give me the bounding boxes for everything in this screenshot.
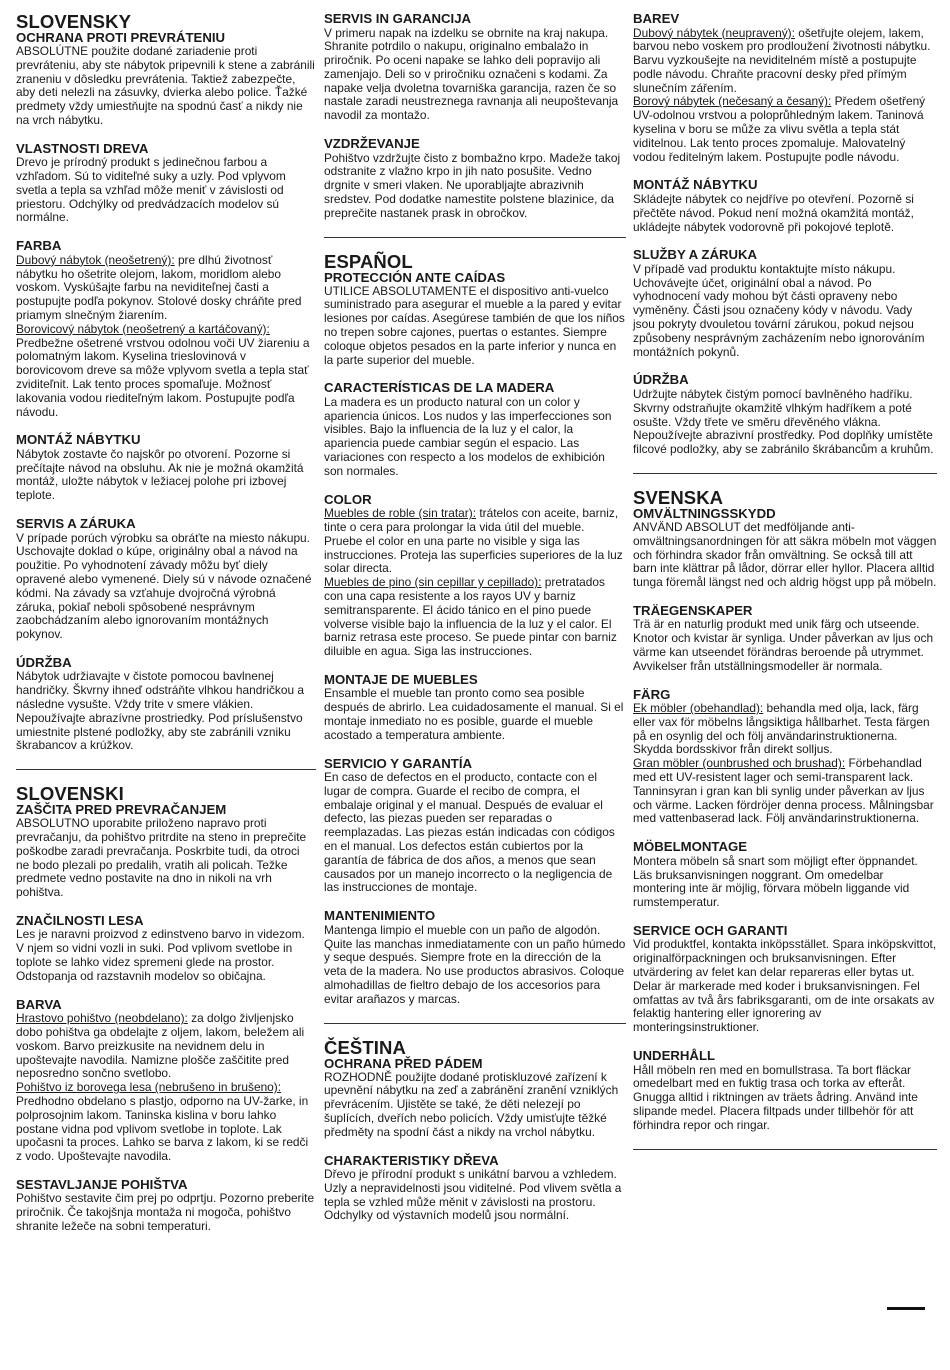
section xyxy=(324,12,626,123)
section-body: Vid produktfel, kontakta inköpsstället. Spara inköpskvittot, originalförpackningen och bruksanvisningen. Efter utvärdering av felet kan delar repareras eller bytas ut. Delar är markerade med koder i bruksanvisningen. Fel omfattas av två års fabriksgaranti, om de inte orsakats av felaktig hantering eller ignorering av monteringsinstruktioner. xyxy=(633,937,937,1035)
material-instructions: za dolgo življenjsko dobo pohištva ga obdelajte z oljem, lakom, beležem ali voskom. Barvo preizkusite na nevidnem delu in upoštevajte navodila. Namizne plošče zaščitite pred neposredno sončno svetlobo. xyxy=(16,1011,305,1081)
column-1 xyxy=(16,12,316,1234)
section-body: ROZHODNĚ použijte dodané protiskluzové zařízení k upevnění nábytku na zeď a zabránění zranění vzniklých převrácením. Ujistěte se také, že děti nelezejí po šuplících, dveřích nebo policích. Vždy umisťujte těžké předměty na spodní část a nikdy na vrchol nábytku. xyxy=(324,1069,619,1139)
section xyxy=(16,656,316,753)
section-heading: MONTÁŽ NÁBYTKU xyxy=(16,432,141,448)
section-divider xyxy=(633,1149,937,1150)
section xyxy=(633,248,937,359)
material-instructions: pre dlhú životnosť nábytku ho ošetrite olejom, lakom, moridlom alebo voskom. Vyskúšajte farbu na neviditeľnej časti a postupujte podľa pokynov. Stolové dosky chráňte pred priamym slnečným žiarením. xyxy=(16,252,302,322)
material-instructions: Predbežne ošetrené vrstvou odolnou voči UV žiareniu a polomatným lakom. Kyselina trieslovinová v borovicovom dreve sa môže vplyvom svetla a tepla stať zviditeľnit. Lak tento proces spomaľuje. Možnosť lakovania vodou riediteľným lakom. Postupujte podľa návodu. xyxy=(16,335,310,419)
section-heading: CHARAKTERISTIKY DŘEVA xyxy=(324,1152,499,1168)
section xyxy=(16,142,316,225)
section-body: Ensamble el mueble tan pronto como sea posible después de abrirlo. Lea cuidadosamente el manual. Si el montaje inmediato no es posible, guarde el mueble acostado a temperatura ambiente. xyxy=(324,686,624,742)
section-heading: ÚDRŽBA xyxy=(16,654,72,670)
language-title: ESPAÑOL xyxy=(324,250,413,272)
section-body: En caso de defectos en el producto, contacte con el lugar de compra. Guarde el recibo de compra, el embalaje original y el manual. Después de evaluar el defecto, las piezas pueden ser reparadas o reemplazadas. Las piezas están indicadas con códigos en el manual. Los defectos están cubiertos por la garantía de fábrica de dos años, a menos que sean causados por un manejo incorrecto o la negligencia de las instrucciones de montaje. xyxy=(324,770,615,895)
end-mark xyxy=(887,1307,925,1310)
section-body: Pohištvo sestavite čim prej po odprtju. Pozorno preberite priročnik. Če takojšnja montaža ni mogoča, pohištvo shranite ležeče na sobni temperaturi. xyxy=(16,1191,315,1233)
section-body: Dřevo je přírodní produkt s unikátní barvou a vzhledem. Uzly a nepravidelnosti jsou viditelné. Pod vlivem světla a tepla se vzhled může měnit v závislosti na prostoru. Odchylky od výstavních modelů jsou normální. xyxy=(324,1167,622,1223)
section xyxy=(324,137,626,220)
section-body: ANVÄND ABSOLUT det medföljande anti-omvältningsanordningen för att säkra möbeln mot väggen och förhindra skador från omvältning. Se också till att barn inte klättrar på lådor, dörrar eller hyllor. Placera alltid tunga föremål längst ned och aldrig högst upp på möbeln. xyxy=(633,519,937,590)
column-2 xyxy=(324,12,626,1223)
column-3 xyxy=(633,12,937,1164)
section-heading: OCHRANA PROTI PREVRÁTENIU xyxy=(16,30,226,45)
material-label: Hrastovo pohištvo (neobdelano): xyxy=(16,1011,188,1026)
section-divider xyxy=(324,237,626,238)
section-body: V primeru napak na izdelku se obrnite na kraj nakupa. Shranite potrdilo o nakupu, originalno embalažo in priročnik. Po oceni napake se lahko deli popravijo ali zamenjajo. Deli so v priročniku označeni s kodami. Za napake velja dvoletna tovarniška garancija, razen če so nastale zaradi neustreznega ravnanja ali neupoštevanja navodil za montažo. xyxy=(324,25,619,123)
section xyxy=(16,12,316,128)
section-heading: SERVICIO Y GARANTÍA xyxy=(324,755,473,771)
material-instructions: ošetřujte olejem, lakem, barvou nebo voskem pro prodloužení životnosti nábytku. Barvu vyzkoušejte na neviditelném místě a postupujte podle návodu. Chraňte pracovní desky před přímým slunečním zářením. xyxy=(633,25,931,95)
language-title: SLOVENSKY xyxy=(16,11,132,32)
section-divider xyxy=(324,1023,626,1024)
section-body: V prípade porúch výrobku sa obráťte na miesto nákupu. Uschovajte doklad o kúpe, originálny obal a návod na použitie. Po vyhodnotení závady môžu byť diely opravené alebo vymenené. Diely sú v návode označené kódmi. Na závady sa vzťahuje dvojročná výrobná záruka, pokiaľ neboli spôsobené nesprávnym zaobchádzaním alebo ignorovaním montážnych pokynov. xyxy=(16,530,312,642)
material-instructions: Förbehandlad med ett UV-resistent lager och semi-transparent lack. Tanninsyran i gran kan bli synlig under påverkan av ljus och värme. Lacken fördröjer denna process. Målningsbar med vattenbaserad lack. Följ användarinstruktionerna. xyxy=(633,756,934,826)
section xyxy=(324,673,626,743)
section xyxy=(633,1049,937,1132)
material-label: Ek möbler (obehandlad): xyxy=(633,701,764,716)
section-heading: OMVÄLTNINGSSKYDD xyxy=(633,505,776,521)
section xyxy=(16,433,316,503)
section xyxy=(324,252,626,368)
section-heading: SERVIS A ZÁRUKA xyxy=(16,516,136,532)
section-body: Mantenga limpio el mueble con un paño de algodón. Quite las manchas inmediatamente con un paño húmedo y seque después. Siempre frote en la dirección de la veta de la madera. No use productos abrasivos. Coloque almohadillas de fieltro debajo de los accesorios para evitar arañazos y marcas. xyxy=(324,922,626,1006)
section xyxy=(324,1038,626,1140)
section-body xyxy=(16,1012,316,1164)
section-body: Pohištvo vzdržujte čisto z bombažno krpo. Madeže takoj odstranite z vlažno krpo in jih nato posušite. Vedno drgnite v smeri vlaken. Ne uporabljajte abrazivnih sredstev. Pod dodatke namestite polstene blazinice, da preprečite nastanek prask in obročkov. xyxy=(324,150,621,220)
section-heading: TRÄEGENSKAPER xyxy=(633,602,753,618)
section-body: La madera es un producto natural con un color y apariencia únicos. Los nudos y las imperfecciones son visibles. Bajo la influencia de la luz y el calor, la apariencia puede cambiar según el espacio. Las variaciones con respecto a los modelos de exhibición son normales. xyxy=(324,394,612,478)
section xyxy=(16,239,316,419)
section xyxy=(633,12,937,164)
section xyxy=(324,909,626,1006)
section xyxy=(324,757,626,896)
section xyxy=(633,924,937,1035)
section-heading: FÄRG xyxy=(633,686,671,702)
section-body: V případě vad produktu kontaktujte místo nákupu. Uchovávejte účet, originální obal a návod. Po vyhodnocení vady mohou být části opraveny nebo vyměněny. Části jsou označeny kódy v návodu. Vady jsou pokryty dvouletou tovární zárukou, pokud nejsou způsobeny nesprávným zacházením nebo ignorováním montážních pokynů. xyxy=(633,261,925,359)
section xyxy=(633,373,937,456)
section xyxy=(324,493,626,659)
material-label: Muebles de roble (sin tratar): xyxy=(324,506,477,521)
section-heading: BARVA xyxy=(16,996,62,1012)
section-heading: ZAŠČITA PRED PREVRAČANJEM xyxy=(16,802,227,818)
section-heading: PROTECCIÓN ANTE CAÍDAS xyxy=(324,269,506,285)
section-heading: CARACTERÍSTICAS DE LA MADERA xyxy=(324,380,555,396)
material-label: Dubový nábytok (neošetrený): xyxy=(16,252,175,267)
section-heading: FARBA xyxy=(16,238,62,254)
material-instructions: Předem ošetřený UV-odolnou vrstvou a poloprůhledným lakem. Taninová kyselina v boru se může za vlivu světla a tepla stát viditelnou. Lak tento proces zpomaluje. Malovatelný vodou ředitelným lakem. Postupujte podle návodu. xyxy=(633,94,926,164)
section xyxy=(633,178,937,234)
section-body xyxy=(324,507,626,659)
material-label: Muebles de pino (sin cepillar y cepillado): xyxy=(324,575,542,590)
section-heading: VLASTNOSTI DREVA xyxy=(16,140,149,156)
section xyxy=(16,914,316,984)
section xyxy=(16,517,316,642)
section-heading: MONTAJE DE MUEBLES xyxy=(324,671,478,687)
material-instructions: behandla med olja, lack, färg eller vax för möbelns långsiktiga hållbarhet. Testa färgen på en osynlig del och följ användarinstruktionerna. Skydda bordsskivor från direkt solljus. xyxy=(633,701,930,757)
section xyxy=(324,381,626,478)
section-body: Håll möbeln ren med en bomullstrasa. Ta bort fläckar omedelbart med en fuktig trasa och torka av efteråt. Gnugga alltid i riktningen av träets ådring. Använd inte slipande medel. Placera filtpads under tillbehör för att förhindra repor och ringar. xyxy=(633,1062,918,1132)
material-label: Pohištvo iz borovega lesa (nebrušeno in brušeno): xyxy=(16,1080,282,1095)
section-body: Trä är en naturlig produkt med unik färg och utseende. Knotor och kvistar är synliga. Under påverkan av ljus och värme kan utseendet förändras beroende på utrymmet. Avvikelser från utställningsmodeller är normala. xyxy=(633,617,934,673)
section-body: Drevo je prírodný produkt s jedinečnou farbou a vzhľadom. Sú to viditeľné suky a uzly. Pod vplyvom svetla a tepla sa vzhľad môže meniť v závislosti od priestoru. Odchýlky od predvádzacích modelov sú normálne. xyxy=(16,155,286,225)
section xyxy=(16,784,316,900)
section-body: Les je naravni proizvod z edinstveno barvo in videzom. V njem so vidni vozli in suki. Pod vplivom svetlobe in toplote se lahko videz spremeni glede na prostor. Odstopanja od razstavnih modelov so običajna. xyxy=(16,927,305,983)
section-body: Montera möbeln så snart som möjligt efter öppnandet. Läs bruksanvisningen noggrant. Om omedelbar montering inte är möjlig, förvara möbeln liggande vid rumstemperatur. xyxy=(633,853,918,910)
section-heading: UNDERHÅLL xyxy=(633,1048,716,1064)
material-label: Dubový nábytek (neupravený): xyxy=(633,25,795,40)
material-instructions: Predhodno obdelano s plastjo, odporno na UV-žarke, in polprosojnim lakom. Taninska kislina v boru lahko postane vidna pod vplivom svetlobe in toplote. Lak upočasni ta proces. Lahko se barva z lakom, ki se redči z vodo. Upoštevajte navodila. xyxy=(16,1093,309,1164)
section xyxy=(633,840,937,910)
section-heading: MONTÁŽ NÁBYTKU xyxy=(633,177,758,193)
section-body: Skládejte nábytek co nejdříve po otevření. Pozorně si přečtěte návod. Pokud není možná okamžitá montáž, ukládejte nábytek vodorovně při pokojové teplotě. xyxy=(633,191,914,234)
material-instructions: pretratados con una capa resistente a los rayos UV y barniz semitransparente. El ácido tánico en el pino puede volverse visible bajo la influencia de la luz y el calor. El barniz retrasa este proceso. Se puede pintar con barniz diluible en agua. Siga las instrucciones. xyxy=(324,575,617,659)
section xyxy=(633,604,937,674)
section-body: ABSOLÚTNE použite dodané zariadenie proti prevráteniu, aby ste nábytok pripevnili k stene a zabránili zraneniu v dôsledku prevrátenia. Taktiež zabezpečte, aby deti nelezli na zásuvky, dvierka alebo police. Ťažké predmety vždy umiestňujte na spodnú časť a nikdy nie na vrch nábytku. xyxy=(16,44,315,127)
section xyxy=(633,688,937,827)
section-divider xyxy=(16,769,316,770)
section-heading: SERVIS IN GARANCIJA xyxy=(324,11,472,26)
section-heading: COLOR xyxy=(324,491,372,507)
section-body xyxy=(633,27,937,165)
section-divider xyxy=(633,473,937,474)
section xyxy=(633,488,937,590)
section xyxy=(16,998,316,1164)
section xyxy=(324,1154,626,1224)
section-heading: SLUŽBY A ZÁRUKA xyxy=(633,247,758,263)
section-heading: ÚDRŽBA xyxy=(633,372,689,388)
section-heading: ZNAČILNOSTI LESA xyxy=(16,912,144,928)
section-body: Udržujte nábytek čistým pomocí bavlněného hadříku. Skvrny odstraňujte okamžitě vlhkým hadříkem a poté osušte. Vždy třete ve směru dřevěného vlákna. Nepoužívejte abrazivní prostředky. Pod doplňky umístěte filcové podložky, aby se zabránilo škrábancům a kruhům. xyxy=(633,386,934,457)
material-label: Borový nábytek (nečesaný a česaný): xyxy=(633,94,832,109)
language-title: SVENSKA xyxy=(633,486,724,508)
material-label: Borovicový nábytok (neošetrený a kartáčovaný): xyxy=(16,321,270,336)
section-body xyxy=(16,254,316,420)
section-heading: BAREV xyxy=(633,11,680,26)
section-body: ABSOLUTNO uporabite priloženo napravo proti prevračanju, da pohištvo pritrdite na steno in preprečite poškodbe zaradi prevračanja. Poskrbite tudi, da otroci ne bodo plezali po predalih, vratih ali policah. Težke predmete vedno postavite na dno in nikoli na vrh pohištva. xyxy=(16,816,307,900)
section-heading: VZDRŽEVANJE xyxy=(324,136,420,152)
section-body: Nábytok zostavte čo najskôr po otvorení. Pozorne si prečítajte návod na obsluhu. Ak nie je možná okamžitá montáž, uložte nábytok v ležiacej polohe pri izbovej teplote. xyxy=(16,446,304,503)
section-heading: SERVICE OCH GARANTI xyxy=(633,922,788,938)
language-title: ČEŠTINA xyxy=(324,1036,406,1058)
section-heading: MANTENIMIENTO xyxy=(324,908,436,924)
material-label: Gran möbler (ounbrushed och brushad): xyxy=(633,756,846,771)
section xyxy=(16,1178,316,1234)
section-body xyxy=(633,702,937,826)
section-heading: MÖBELMONTAGE xyxy=(633,839,748,855)
material-instructions: trátelos con aceite, barniz, tinte o cera para prolongar la vida útil del mueble. Pruebe el color en una parte no visible y siga las instrucciones. Proteja las superficies superiores de la luz solar directa. xyxy=(324,506,623,576)
section-body: UTILICE ABSOLUTAMENTE el dispositivo anti-vuelco suministrado para asegurar el mueble a la pared y evitar lesiones por caídas. Asegúrese también de que los niños no trepen sobre cajones, puertas o estantes. Siempre coloque objetos pesados en la parte inferior y nunca en la parte superior del mueble. xyxy=(324,283,625,367)
section-heading: OCHRANA PŘED PÁDEM xyxy=(324,1055,483,1071)
section-heading: SESTAVLJANJE POHIŠTVA xyxy=(16,1176,188,1192)
section-body: Nábytok udržiavajte v čistote pomocou bavlnenej handričky. Škvrny ihneď odstráňte vlhkou handričkou a následne vysušte. Vždy trite v smere vlákien. Nepoužívajte abrazívne prostriedky. Pod príslušenstvo umiestnite plstené podložky, aby ste zabránili vzniku škrabancov a krúžkov. xyxy=(16,669,304,753)
language-title: SLOVENSKI xyxy=(16,783,124,805)
